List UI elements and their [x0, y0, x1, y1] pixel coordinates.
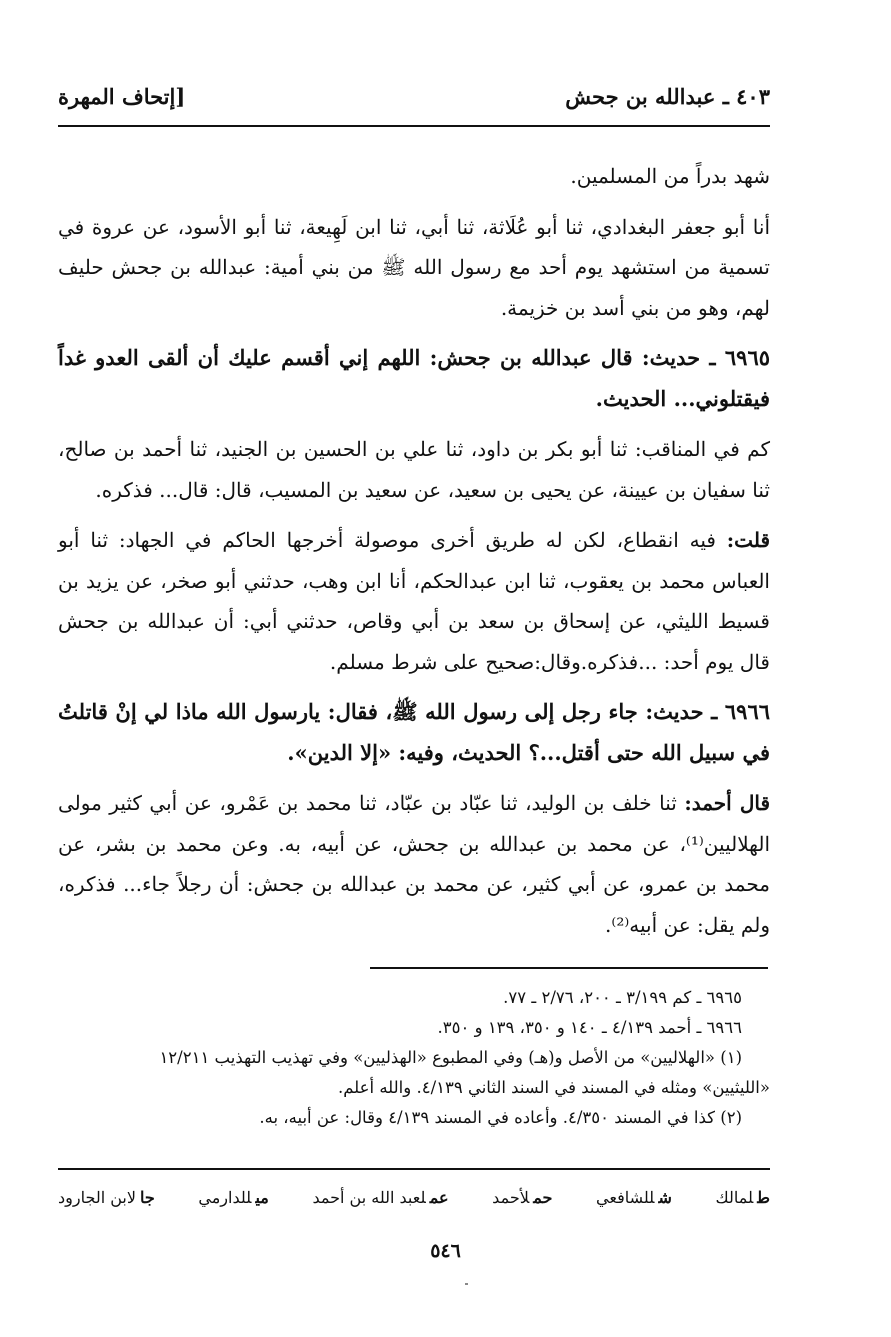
key-item: [492, 1184, 552, 1212]
hadith-text: جاء رجل إلى رسول الله ﷺ، فقال: يارسول الله ماذا لي إنْ قاتلتُ في سبيل الله حتى أقتل...؟ الحديث، وفيه: «إلا الدين».: [58, 699, 770, 765]
header-divider: [58, 125, 770, 127]
main-text: [58, 156, 770, 955]
key-abbr: مي: [255, 1188, 269, 1207]
key-label: لعبد الله بن أحمد: [312, 1188, 426, 1207]
hadith-6966: [58, 692, 770, 773]
hadith-text: قال عبدالله بن جحش: اللهم إني أقسم عليك أن ألقى العدو غداً فيقتلوني... الحديث.: [58, 345, 770, 411]
key-label: لمالك: [715, 1188, 754, 1207]
footnote-divider: [370, 967, 768, 969]
key-label: للدارمي: [198, 1188, 252, 1207]
paragraph-lead: قال أحمد:: [684, 791, 771, 815]
key-abbr: جا: [139, 1188, 155, 1207]
key-abbr: حم: [533, 1188, 553, 1207]
footnotes: [58, 983, 770, 1133]
page-number: ٥٤٦: [430, 1240, 461, 1262]
paragraph-text: ثنا خلف بن الوليد، ثنا عبّاد بن عبّاد، ثنا محمد بن عَمْرو، عن أبي كثير مولى الهلاليين⁽¹⁾، عن محمد بن عبدالله بن جحش، عن أبيه، به. وعن محمد بن بشر، عن محمد بن عمرو، عن أبي كثير، عن محمد بن عبدالله بن جحش: أن رجلاً جاء... فذكره، ولم يقل: عن أبيه⁽²⁾.: [58, 791, 770, 937]
key-item: [715, 1184, 770, 1212]
abbreviation-key: [58, 1184, 770, 1212]
key-label: لابن الجارود: [58, 1188, 136, 1207]
chapter-title: ٤٠٣ ـ عبدالله بن جحش: [565, 84, 770, 109]
paragraph-qultu: [58, 520, 770, 682]
key-abbr: عم: [429, 1188, 449, 1207]
paragraph-2: [58, 207, 770, 329]
footnote-source-6965: ٦٩٦٥ ـ كم ٣/١٩٩ ـ ٢٠٠، ٢/٧٦ ـ ٧٧.: [503, 988, 742, 1007]
paragraph-1: [58, 156, 770, 197]
key-item: [58, 1184, 155, 1212]
key-label: لأحمد: [492, 1188, 530, 1207]
hadith-number: ٦٩٦٦ ـ حديث:: [645, 699, 771, 724]
key-divider: [58, 1168, 770, 1170]
key-abbr: ش: [658, 1188, 672, 1207]
key-item: [596, 1184, 672, 1212]
hadith-number: ٦٩٦٥ ـ حديث:: [641, 345, 771, 370]
paragraph-text: شهد بدراً من المسلمين.: [570, 164, 770, 188]
paragraph-lead: قلت:: [726, 528, 770, 552]
key-item: [198, 1184, 268, 1212]
key-item: [312, 1184, 448, 1212]
footnote-1-continued: «الليثيين» ومثله في المسند في السند الثاني ٤/١٣٩. والله أعلم.: [337, 1078, 770, 1097]
paragraph-text: أنا أبو جعفر البغدادي، ثنا أبو عُلَاثة، ثنا أبي، ثنا ابن لَهِيعة، ثنا أبو الأسود، عن عروة في تسمية من استشهد يوم أحد مع رسول الله ﷺ من بني أمية: عبدالله بن جحش حليف لهم، وهو من بني أسد بن خزيمة.: [58, 214, 770, 320]
paragraph-ahmad: [58, 783, 770, 945]
paragraph-text: كم في المناقب: ثنا أبو بكر بن داود، ثنا علي بن الحسين بن الجنيد، ثنا أحمد بن صالح، ثنا سفيان بن عيينة، عن يحيى بن سعيد، عن سعيد بن المسيب، قال: قال... فذكره.: [58, 437, 770, 502]
print-speck: [465, 1283, 468, 1285]
book-title: [إتحاف المهرة: [58, 84, 186, 109]
paragraph-source-kam: [58, 429, 770, 510]
key-abbr: ط: [757, 1188, 770, 1207]
paragraph-text: فيه انقطاع، لكن له طريق أخرى موصولة أخرجها الحاكم في الجهاد: ثنا أبو العباس محمد بن يعقوب، ثنا ابن عبدالحكم، أنا ابن وهب، حدثني أبو صخر، عن يزيد بن قسيط الليثي، عن إسحاق بن سعد بن أبي وقاص، حدثني أبي: أن عبدالله بن جحش قال يوم أحد: ...فذكره.وقال:صحيح على شرط مسلم.: [58, 528, 770, 674]
footnote-source-6966: ٦٩٦٦ ـ أحمد ٤/١٣٩ ـ ١٤٠ و ٣٥٠، ١٣٩ و ٣٥٠.: [437, 1018, 742, 1037]
footnote-2: (٢) كذا في المسند ٤/٣٥٠. وأعاده في المسند ٤/١٣٩ وقال: عن أبيه، به.: [259, 1108, 742, 1127]
running-header: [58, 84, 770, 118]
hadith-6965: [58, 338, 770, 419]
footnote-1: (١) «الهلاليين» من الأصل و(هـ) وفي المطبوع «الهذليين» وفي تهذيب التهذيب ١٢/٢١١: [159, 1048, 742, 1067]
key-label: للشافعي: [596, 1188, 655, 1207]
